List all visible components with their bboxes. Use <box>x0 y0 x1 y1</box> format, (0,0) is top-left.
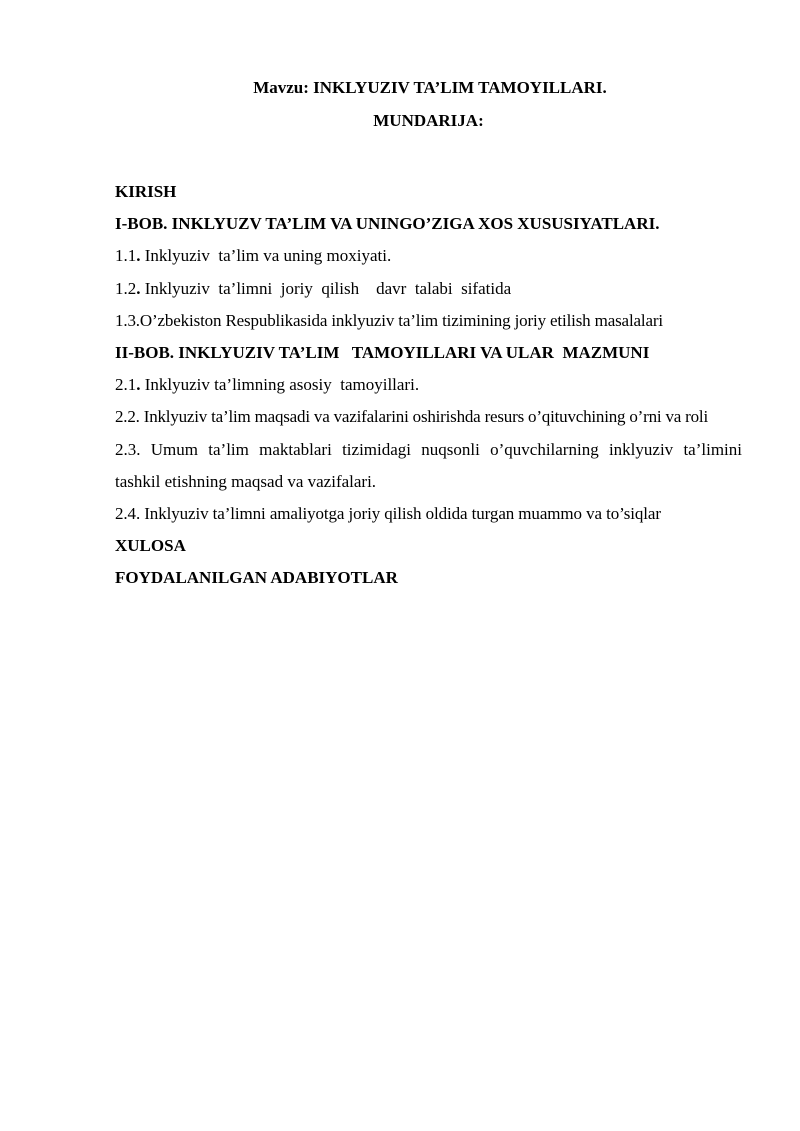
toc-chapter-2: II-BOB. INKLYUZIV TA’LIM TAMOYILLARI VA ULAR MAZMUNI <box>115 343 650 363</box>
toc-section-text: Inklyuziv ta’limni joriy qilish davr talabi sifatida <box>140 278 512 298</box>
table-of-contents <box>115 176 742 595</box>
toc-section-separator: . <box>136 375 141 395</box>
toc-item-xulosa: XULOSA <box>115 536 186 556</box>
toc-chapter-1: I-BOB. INKLYUZV TA’LIM VA UNINGO’ZIGA XOS XUSUSIYATLARI. <box>115 214 660 234</box>
toc-section-separator: . <box>136 278 141 298</box>
toc-section-1-1 <box>115 240 742 272</box>
toc-item-kirish: KIRISH <box>115 182 177 201</box>
toc-section-2-3: 2.3. Umum ta’lim maktablari tizimidagi nuqsonli o’quvchilarning inklyuziv ta’limini tashkil etishning maqsad va vazifalari. <box>115 439 742 491</box>
document-title: Mavzu: INKLYUZIV TA’LIM TAMOYILLARI. <box>253 78 607 97</box>
toc-section-text: Inklyuziv ta’lim va uning moxiyati. <box>140 246 392 266</box>
toc-item-references: FOYDALANILGAN ADABIYOTLAR <box>115 568 398 588</box>
toc-section-1-2 <box>115 273 742 305</box>
toc-section-2-4: 2.4. Inklyuziv ta’limni amaliyotga joriy qilish oldida turgan muammo va to’siqlar <box>115 504 661 524</box>
toc-section-number: 1.1 <box>115 246 137 266</box>
toc-section-separator: . <box>136 246 141 266</box>
toc-section-1-3: 1.3.O’zbekiston Respublikasida inklyuziv ta’lim tizimining joriy etilish masalalari <box>115 310 663 330</box>
toc-section-text: Inklyuziv ta’limning asosiy tamoyillari. <box>140 375 420 395</box>
toc-section-2-2: 2.2. Inklyuziv ta’lim maqsadi va vazifalarini oshirishda resurs o’qituvchining o’rni va roli <box>115 407 708 427</box>
toc-section-number: 1.2 <box>115 278 137 298</box>
toc-heading: MUNDARIJA: <box>373 111 484 130</box>
toc-section-2-1 <box>115 369 742 401</box>
toc-section-number: 2.1 <box>115 375 137 395</box>
